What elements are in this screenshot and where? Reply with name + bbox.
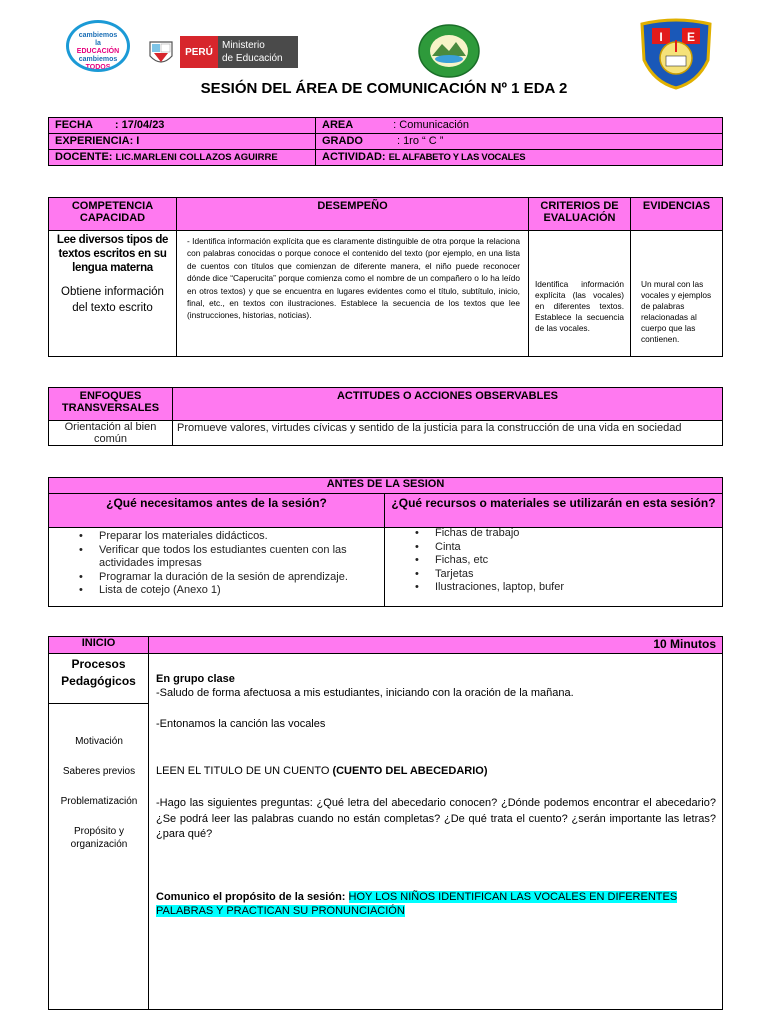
header-competencia: COMPETENCIA CAPACIDAD bbox=[49, 198, 177, 231]
list-item: • Tarjetas bbox=[389, 568, 718, 582]
peru-shield-icon bbox=[146, 36, 176, 68]
saludo-text: -Saludo de forma afectuosa a mis estudiantes, iniciando con la oración de la mañana. bbox=[156, 687, 574, 699]
list-item: • Ilustraciones, laptop, bufer bbox=[389, 581, 718, 595]
ie-letter-e: E bbox=[686, 30, 696, 44]
header-enfoques: ENFOQUES TRANSVERSALES bbox=[49, 388, 173, 421]
desempeno-cell bbox=[177, 231, 529, 357]
header-actitudes: ACTITUDES O ACCIONES OBSERVABLES bbox=[173, 388, 723, 421]
ministerio-educacion-brand bbox=[218, 36, 298, 68]
grupo-clase: En grupo clase bbox=[156, 673, 235, 685]
leen-text bbox=[156, 764, 716, 779]
procesos-title: Procesos Pedagógicos bbox=[49, 654, 148, 704]
enfoques-table bbox=[48, 387, 723, 446]
actitud-cell: Promueve valores, virtudes cívicas y sentido de la justicia para la construcción de una vida en sociedad bbox=[173, 421, 723, 446]
info-row bbox=[49, 134, 723, 150]
experiencia-cell: EXPERIENCIA: I bbox=[49, 134, 316, 150]
grado-label: GRADO bbox=[322, 135, 363, 147]
ministerio-line: Ministerio bbox=[222, 40, 265, 51]
list-item: • Programar la duración de la sesión de aprendizaje. bbox=[53, 571, 380, 585]
competencia-cell bbox=[49, 231, 177, 357]
antes-list-1-cell bbox=[49, 528, 385, 607]
enfoques-body-row bbox=[49, 421, 723, 446]
logo-text: cambiemos bbox=[78, 56, 118, 63]
proposito-label: Comunico el propósito de la sesión: bbox=[156, 891, 346, 903]
fecha-cell bbox=[49, 118, 316, 134]
list-item: • Fichas, etc bbox=[389, 554, 718, 568]
fecha-label: FECHA bbox=[55, 119, 93, 131]
logo-text: TODOS bbox=[85, 64, 111, 71]
actividad-value: EL ALFABETO Y LAS VOCALES bbox=[388, 152, 526, 163]
antes-list-2-cell bbox=[385, 528, 723, 607]
grado-value: : 1ro “ C ” bbox=[396, 135, 444, 147]
preguntas-text: -Hago las siguientes preguntas: ¿Qué letra del abecedario conocen? ¿Dónde podemos encontrar el abecedario? ¿Se podrá leer las palabras cuando no están completas? ¿De qué trata el cuento? ¿serán importante las letras? ¿para qué? bbox=[156, 797, 716, 840]
leen-label: LEEN EL TITULO DE UN CUENTO bbox=[156, 765, 330, 777]
step-proposito: Propósito y organización bbox=[70, 826, 128, 850]
antes-list-2 bbox=[389, 527, 718, 595]
list-item: • Fichas de trabajo bbox=[389, 527, 718, 541]
list-item: • Verificar que todos los estudiantes cuenten con las actividades impresas bbox=[53, 544, 380, 571]
enfoques-header-row bbox=[49, 388, 723, 421]
antes-question-row bbox=[49, 494, 723, 528]
cancion-text: -Entonamos la canción las vocales bbox=[156, 718, 326, 730]
antes-question-1: ¿Qué necesitamos antes de la sesión? bbox=[49, 494, 385, 528]
fecha-value: : 17/04/23 bbox=[114, 119, 165, 131]
capacidad-text: Obtiene información del texto escrito bbox=[61, 286, 164, 314]
antes-body-row bbox=[49, 528, 723, 607]
inicio-label: INICIO bbox=[49, 637, 149, 654]
info-row bbox=[49, 150, 723, 166]
ie-letter-i: I bbox=[659, 30, 663, 44]
header-evidencias: EVIDENCIAS bbox=[631, 198, 723, 231]
step-problematizacion: Problematización bbox=[60, 796, 138, 807]
info-row bbox=[49, 118, 723, 134]
list-item: • Preparar los materiales didácticos. bbox=[53, 530, 380, 544]
docente-value: LIC.MARLENI COLLAZOS AGUIRRE bbox=[115, 152, 278, 163]
antes-table bbox=[48, 477, 723, 607]
logo-text: cambiemos la bbox=[78, 32, 118, 47]
proposito-block bbox=[156, 890, 716, 918]
actividad-label: ACTIVIDAD: bbox=[322, 151, 386, 163]
competencias-body-row bbox=[49, 231, 723, 357]
antes-list-1 bbox=[53, 530, 380, 598]
inicio-time: 10 Minutos bbox=[149, 637, 723, 654]
step-saberes-previos: Saberes previos bbox=[62, 766, 136, 777]
info-table bbox=[48, 117, 723, 166]
peru-brand: PERÚ bbox=[180, 36, 218, 68]
ministerio-line: de Educación bbox=[222, 53, 283, 64]
area-cell bbox=[316, 118, 723, 134]
inicio-table bbox=[48, 636, 723, 1010]
docente-cell bbox=[49, 150, 316, 166]
grado-cell bbox=[316, 134, 723, 150]
competencias-table bbox=[48, 197, 723, 357]
actividad-cell bbox=[316, 150, 723, 166]
criterios-text: Identifica información explícita (las vocales) en diferentes textos. Establece la secuencia de las vocales. bbox=[535, 279, 624, 333]
logo-text: EDUCACIÓN bbox=[76, 48, 120, 55]
docente-label: DOCENTE: bbox=[55, 151, 113, 163]
antes-title: ANTES DE LA SESION bbox=[49, 478, 723, 494]
antes-question-2: ¿Qué recursos o materiales se utilizarán en esta sesión? bbox=[385, 494, 723, 528]
school-seal-logo bbox=[418, 24, 480, 78]
step-motivacion: Motivación bbox=[75, 736, 123, 747]
list-item: • Lista de cotejo (Anexo 1) bbox=[53, 584, 380, 598]
antes-title-row bbox=[49, 478, 723, 494]
list-item: • Cinta bbox=[389, 541, 718, 555]
competencia-text: Lee diversos tipos de textos escritos en su lengua materna bbox=[56, 234, 169, 274]
evidencias-text: Un mural con las vocales y ejemplos de palabras relacionadas al cuerpo que las contienen. bbox=[641, 279, 712, 344]
cambiemos-educacion-logo bbox=[66, 20, 130, 72]
cuento-title: (CUENTO DEL ABECEDARIO) bbox=[332, 765, 488, 777]
inicio-body-row bbox=[49, 654, 723, 1010]
area-label: AREA bbox=[322, 119, 354, 131]
header-criterios: CRITERIOS DE EVALUACIÓN bbox=[529, 198, 631, 231]
desempeno-text: - Identifica información explícita que es claramente distinguible de otra porque la relaciona con palabras conocidas o porque conoce el contenido del texto (por ejemplo, en una lista de cuentos con títulos que comienzan de diferente manera, el niño puede reconocer dónde dice “Caperucita” porque comienza como el nombre de un compañero o lo ha leído en otros textos) y que se encuentra en lugares evidentes como el título, subtítulo, inicio, final, etc., en textos con ilustraciones. Establece la secuencia de los textos que lee (instrucciones, historias, noticias). bbox=[187, 236, 520, 321]
evidencias-cell bbox=[631, 231, 723, 357]
area-value: : Comunicación bbox=[393, 119, 469, 131]
page-title: SESIÓN DEL ÁREA DE COMUNICACIÓN Nº 1 EDA 2 bbox=[200, 80, 568, 97]
competencias-header-row bbox=[49, 198, 723, 231]
procesos-cell bbox=[49, 654, 149, 1010]
criterios-cell bbox=[529, 231, 631, 357]
enfoque-cell: Orientación al bien común bbox=[49, 421, 173, 446]
header-desempeno: DESEMPEÑO bbox=[177, 198, 529, 231]
inicio-content-cell bbox=[149, 654, 723, 1010]
proposito-highlight: HOY LOS NIÑOS IDENTIFICAN LAS VOCALES EN DIFERENTES PALABRAS Y PRACTICAN SU PRONUNCIACIÓN bbox=[156, 891, 678, 917]
inicio-header-row bbox=[49, 637, 723, 654]
